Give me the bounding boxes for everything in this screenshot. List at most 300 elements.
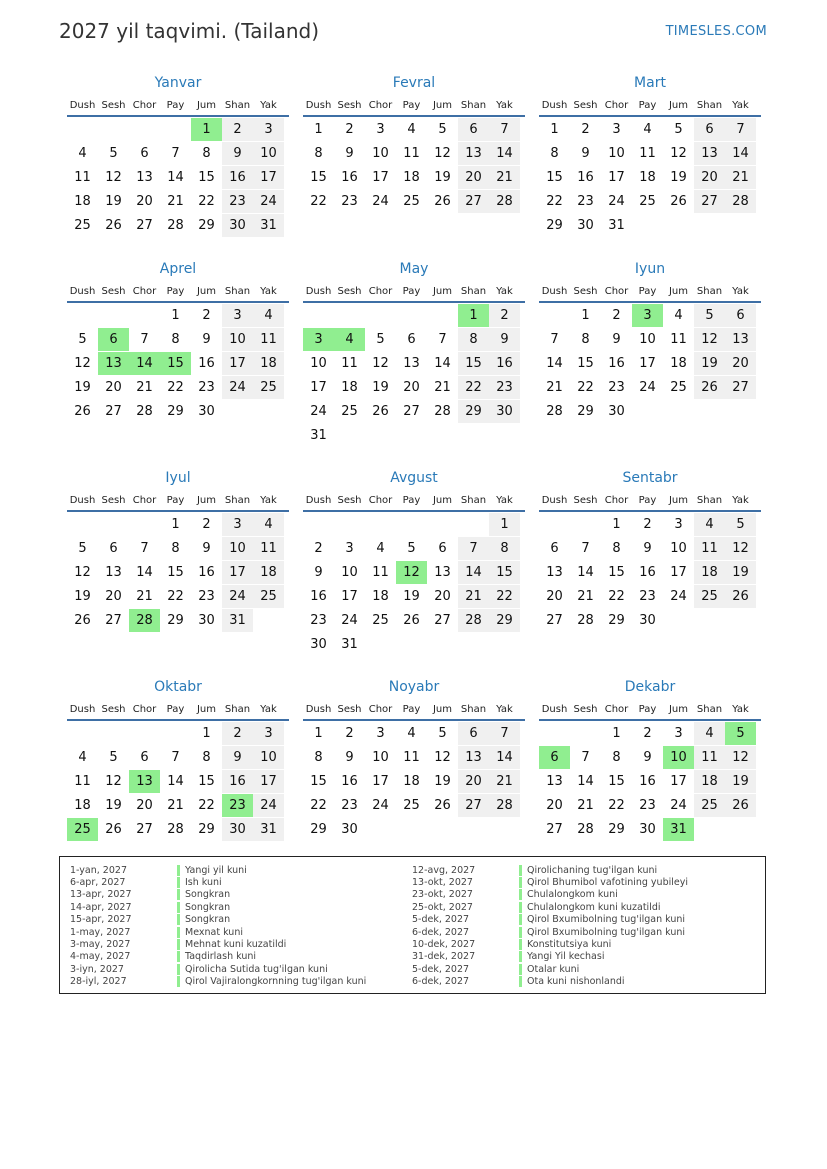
holiday-date: 23-okt, 2027 [412, 889, 473, 901]
week-row [539, 585, 761, 609]
day-cell: 28 [577, 612, 594, 628]
day-cell: 13 [434, 564, 451, 580]
day-cell: 19 [105, 193, 122, 209]
day-cell: 11 [694, 537, 725, 561]
empty-cell [632, 400, 663, 424]
day-cell: 3 [345, 540, 354, 556]
day-cell: 17 [608, 169, 625, 185]
day-cell: 16 [577, 169, 594, 185]
day-cell: 4 [253, 513, 284, 537]
day-cell: 9 [489, 328, 520, 352]
day-cell: 14 [546, 355, 563, 371]
day-cell: 19 [372, 379, 389, 395]
week-row [67, 609, 289, 633]
day-cell: 3 [612, 121, 621, 137]
weekday-label: Chor [368, 286, 393, 297]
day-cell: 23 [341, 193, 358, 209]
weekday-label: Dush [541, 704, 568, 715]
month-name: Iyun [634, 261, 666, 277]
day-cell: 2 [612, 307, 621, 323]
week-row [303, 513, 525, 537]
weekday-label: Jum [196, 286, 217, 297]
week-row [539, 400, 761, 424]
week-row [303, 722, 525, 746]
weekday-label: Yak [732, 704, 749, 715]
day-cell: 30 [198, 403, 215, 419]
weekday-label: Yak [732, 495, 749, 506]
week-row [539, 561, 761, 585]
weekday-label: Pay [166, 100, 185, 111]
day-cell: 23 [198, 588, 215, 604]
day-cell: 28 [489, 190, 520, 214]
holiday-marker [177, 889, 180, 900]
weekday-label: Dush [305, 286, 332, 297]
weekday-label: Jum [196, 704, 217, 715]
holidays-column-left [70, 864, 366, 988]
day-cell: 1 [171, 516, 180, 532]
weekday-label: Yak [496, 495, 513, 506]
weekday-label: Yak [260, 495, 277, 506]
day-cell: 4 [643, 121, 652, 137]
day-cell: 23 [489, 376, 520, 400]
week-row [539, 513, 761, 537]
month-sentabr [539, 468, 761, 632]
day-cell: 19 [74, 379, 91, 395]
holiday-marker [177, 976, 180, 987]
day-cell: 21 [577, 588, 594, 604]
day-cell: 19 [725, 770, 756, 794]
day-cell: 18 [694, 770, 725, 794]
week-row [67, 352, 289, 376]
weekday-header [539, 283, 761, 303]
day-cell: 5 [438, 121, 447, 137]
month-fevral [303, 73, 525, 213]
day-cell: 21 [136, 379, 153, 395]
day-cell: 5 [376, 331, 385, 347]
day-cell: 9 [202, 331, 211, 347]
day-cell: 27 [136, 821, 153, 837]
week-row [67, 746, 289, 770]
holiday-day-cell: 28 [129, 609, 160, 633]
day-cell: 30 [310, 636, 327, 652]
day-cell: 26 [74, 612, 91, 628]
week-row [67, 328, 289, 352]
empty-cell [334, 424, 365, 448]
month-yanvar [67, 73, 289, 237]
week-row [67, 770, 289, 794]
empty-cell [303, 513, 334, 537]
day-cell: 25 [74, 217, 91, 233]
empty-cell [663, 214, 694, 238]
holiday-row [70, 876, 366, 888]
weekday-label: Shan [460, 286, 487, 297]
day-cell: 13 [458, 746, 489, 770]
day-cell: 28 [546, 403, 563, 419]
weekday-label: Chor [604, 495, 629, 506]
week-row [303, 537, 525, 561]
weekday-header [67, 283, 289, 303]
holiday-date: 4-may, 2027 [70, 951, 131, 963]
day-cell: 12 [725, 537, 756, 561]
holiday-row [412, 864, 688, 876]
empty-cell [396, 304, 427, 328]
day-cell: 12 [105, 169, 122, 185]
day-cell: 4 [253, 304, 284, 328]
week-row [303, 609, 525, 633]
day-cell: 31 [222, 609, 253, 633]
holiday-row [412, 938, 688, 950]
holiday-name: Yangi Yil kechasi [527, 951, 605, 963]
day-cell: 18 [74, 193, 91, 209]
weekday-label: Jum [432, 495, 453, 506]
holiday-date: 12-avg, 2027 [412, 864, 476, 876]
day-cell: 6 [109, 540, 118, 556]
day-cell: 11 [74, 773, 91, 789]
day-cell: 11 [403, 749, 420, 765]
weekday-label: Dush [69, 495, 96, 506]
weekday-label: Shan [696, 495, 723, 506]
holiday-name: Songkran [185, 889, 231, 901]
weekday-label: Shan [460, 704, 487, 715]
day-cell: 20 [725, 352, 756, 376]
day-cell: 22 [489, 585, 520, 609]
weekday-label: Dush [305, 495, 332, 506]
weekday-label: Shan [224, 495, 251, 506]
month-dekabr [539, 677, 761, 841]
day-cell: 3 [253, 118, 284, 142]
holiday-marker [177, 951, 180, 962]
day-cell: 29 [546, 217, 563, 233]
day-cell: 14 [577, 564, 594, 580]
empty-cell [725, 609, 756, 633]
day-cell: 7 [140, 331, 149, 347]
week-row [67, 561, 289, 585]
day-cell: 5 [78, 331, 87, 347]
holiday-marker [177, 964, 180, 975]
day-cell: 22 [167, 588, 184, 604]
day-cell: 18 [403, 773, 420, 789]
week-row [303, 818, 525, 842]
day-cell: 24 [639, 379, 656, 395]
day-cell: 21 [167, 193, 184, 209]
day-cell: 15 [546, 169, 563, 185]
holiday-row [412, 976, 688, 988]
weekday-label: Shan [460, 495, 487, 506]
weekday-label: Chor [604, 286, 629, 297]
day-cell: 12 [74, 564, 91, 580]
empty-cell [67, 722, 98, 746]
weekday-header [67, 701, 289, 721]
month-name: May [399, 261, 429, 277]
weekday-label: Sesh [101, 286, 126, 297]
day-cell: 23 [639, 588, 656, 604]
day-cell: 5 [407, 540, 416, 556]
empty-cell [570, 722, 601, 746]
day-cell: 20 [546, 588, 563, 604]
day-cell: 23 [639, 797, 656, 813]
day-cell: 14 [577, 773, 594, 789]
day-cell: 3 [222, 304, 253, 328]
week-row [67, 585, 289, 609]
day-cell: 12 [434, 749, 451, 765]
empty-cell [694, 400, 725, 424]
day-cell: 9 [222, 746, 253, 770]
holiday-date: 6-dek, 2027 [412, 976, 470, 988]
month-name: Oktabr [154, 679, 202, 695]
weekday-label: Dush [69, 100, 96, 111]
holiday-marker [177, 877, 180, 888]
holiday-day-cell: 1 [458, 304, 489, 328]
empty-cell [427, 633, 458, 657]
weekday-label: Sesh [101, 495, 126, 506]
month-name: Yanvar [154, 75, 202, 91]
day-cell: 17 [341, 588, 358, 604]
holiday-marker [519, 914, 522, 925]
day-cell: 8 [171, 540, 180, 556]
day-cell: 5 [78, 540, 87, 556]
day-cell: 24 [670, 797, 687, 813]
weekday-label: Chor [368, 100, 393, 111]
holiday-row [412, 876, 688, 888]
day-cell: 22 [608, 797, 625, 813]
weekday-label: Pay [638, 100, 657, 111]
day-cell: 21 [458, 585, 489, 609]
day-cell: 18 [694, 561, 725, 585]
month-name: Aprel [159, 261, 197, 277]
day-cell: 15 [608, 564, 625, 580]
weekday-label: Sesh [337, 704, 362, 715]
day-cell: 19 [434, 169, 451, 185]
day-cell: 27 [403, 403, 420, 419]
day-cell: 25 [694, 794, 725, 818]
day-cell: 7 [458, 537, 489, 561]
day-cell: 17 [310, 379, 327, 395]
weekday-label: Chor [368, 495, 393, 506]
day-cell: 8 [314, 749, 323, 765]
day-cell: 13 [458, 142, 489, 166]
weekday-label: Yak [496, 704, 513, 715]
page-title: 2027 yil taqvimi. (Tailand) [59, 19, 320, 43]
day-cell: 20 [546, 797, 563, 813]
weekday-label: Pay [166, 704, 185, 715]
day-cell: 4 [674, 307, 683, 323]
empty-cell [365, 424, 396, 448]
weekday-label: Pay [638, 495, 657, 506]
day-cell: 26 [434, 797, 451, 813]
week-row [539, 166, 761, 190]
day-cell: 8 [489, 537, 520, 561]
day-cell: 29 [198, 821, 215, 837]
week-row [539, 328, 761, 352]
week-row [303, 424, 525, 448]
day-cell: 15 [167, 564, 184, 580]
week-row [539, 722, 761, 746]
month-iyul [67, 468, 289, 632]
day-cell: 9 [222, 142, 253, 166]
week-row [303, 585, 525, 609]
day-cell: 5 [694, 304, 725, 328]
day-cell: 4 [407, 725, 416, 741]
day-cell: 28 [167, 217, 184, 233]
day-cell: 29 [458, 400, 489, 424]
holiday-marker [177, 927, 180, 938]
weekday-label: Dush [541, 286, 568, 297]
weekday-label: Shan [224, 286, 251, 297]
day-cell: 4 [694, 722, 725, 746]
day-cell: 26 [403, 612, 420, 628]
empty-cell [98, 118, 129, 142]
holiday-day-cell: 1 [191, 118, 222, 142]
holiday-day-cell: 6 [98, 328, 129, 352]
empty-cell [160, 722, 191, 746]
day-cell: 22 [198, 797, 215, 813]
weekday-label: Sesh [573, 495, 598, 506]
day-cell: 6 [407, 331, 416, 347]
day-cell: 17 [372, 773, 389, 789]
week-row [539, 818, 761, 842]
day-cell: 18 [639, 169, 656, 185]
empty-cell [427, 818, 458, 842]
holiday-marker [177, 902, 180, 913]
month-noyabr [303, 677, 525, 841]
week-row [539, 304, 761, 328]
holiday-name: Yangi yil kuni [185, 864, 247, 876]
day-cell: 18 [341, 379, 358, 395]
day-cell: 2 [581, 121, 590, 137]
empty-cell [129, 722, 160, 746]
day-cell: 16 [198, 355, 215, 371]
empty-cell [365, 633, 396, 657]
empty-cell [396, 633, 427, 657]
holiday-name: Qirol Vajiralongkornning tug'ilgan kuni [185, 976, 367, 988]
day-cell: 24 [372, 797, 389, 813]
holiday-name: Songkran [185, 914, 231, 926]
day-cell: 11 [694, 746, 725, 770]
empty-cell [67, 513, 98, 537]
day-cell: 29 [198, 217, 215, 233]
day-cell: 25 [670, 379, 687, 395]
day-cell: 20 [694, 166, 725, 190]
day-cell: 24 [253, 190, 284, 214]
empty-cell [396, 513, 427, 537]
day-cell: 1 [489, 513, 520, 537]
day-cell: 2 [643, 516, 652, 532]
holiday-name: Ish kuni [185, 877, 222, 889]
day-cell: 14 [489, 746, 520, 770]
empty-cell [365, 818, 396, 842]
month-may [303, 259, 525, 448]
holiday-date: 6-dek, 2027 [412, 926, 470, 938]
holiday-name: Otalar kuni [527, 963, 580, 975]
day-cell: 20 [403, 379, 420, 395]
holiday-row [412, 963, 688, 975]
holiday-row [70, 864, 366, 876]
weekday-label: Yak [260, 704, 277, 715]
day-cell: 3 [222, 513, 253, 537]
empty-cell [663, 400, 694, 424]
day-cell: 26 [74, 403, 91, 419]
day-cell: 21 [577, 797, 594, 813]
day-cell: 2 [222, 722, 253, 746]
day-cell: 18 [670, 355, 687, 371]
holiday-day-cell: 13 [129, 770, 160, 794]
holiday-date: 13-apr, 2027 [70, 889, 132, 901]
day-cell: 23 [310, 612, 327, 628]
empty-cell [694, 214, 725, 238]
week-row [67, 214, 289, 238]
day-cell: 14 [167, 773, 184, 789]
weekday-header [303, 283, 525, 303]
day-cell: 29 [167, 612, 184, 628]
holiday-date: 3-may, 2027 [70, 939, 131, 951]
day-cell: 6 [550, 540, 559, 556]
week-row [539, 770, 761, 794]
day-cell: 10 [372, 145, 389, 161]
day-cell: 23 [608, 379, 625, 395]
holiday-name: Qirolichaning tug'ilgan kuni [527, 864, 658, 876]
day-cell: 22 [577, 379, 594, 395]
holiday-marker [519, 951, 522, 962]
day-cell: 26 [694, 376, 725, 400]
day-cell: 7 [581, 540, 590, 556]
empty-cell [458, 424, 489, 448]
holiday-date: 6-apr, 2027 [70, 877, 126, 889]
holiday-name: Qirol Bxumibolning tug'ilgan kuni [527, 926, 686, 938]
weekday-label: Chor [132, 495, 157, 506]
empty-cell [458, 818, 489, 842]
day-cell: 10 [372, 749, 389, 765]
holiday-day-cell: 31 [663, 818, 694, 842]
weekday-label: Chor [132, 100, 157, 111]
day-cell: 8 [550, 145, 559, 161]
day-cell: 21 [167, 797, 184, 813]
day-cell: 16 [310, 588, 327, 604]
day-cell: 13 [136, 169, 153, 185]
day-cell: 8 [171, 331, 180, 347]
week-row [67, 400, 289, 424]
empty-cell [365, 304, 396, 328]
holiday-day-cell: 10 [663, 746, 694, 770]
day-cell: 27 [546, 612, 563, 628]
day-cell: 28 [725, 190, 756, 214]
empty-cell [427, 513, 458, 537]
day-cell: 22 [198, 193, 215, 209]
holiday-marker [519, 889, 522, 900]
empty-cell [725, 818, 756, 842]
weekday-label: Chor [604, 704, 629, 715]
day-cell: 16 [608, 355, 625, 371]
day-cell: 21 [546, 379, 563, 395]
day-cell: 12 [670, 145, 687, 161]
day-cell: 16 [341, 169, 358, 185]
day-cell: 13 [403, 355, 420, 371]
day-cell: 15 [198, 169, 215, 185]
brand-link[interactable]: TIMESLES.COM [665, 24, 767, 39]
day-cell: 1 [612, 516, 621, 532]
day-cell: 19 [670, 169, 687, 185]
day-cell: 12 [694, 328, 725, 352]
weekday-label: Sesh [337, 495, 362, 506]
day-cell: 12 [372, 355, 389, 371]
week-row [303, 304, 525, 328]
day-cell: 29 [608, 612, 625, 628]
holiday-date: 1-yan, 2027 [70, 864, 127, 876]
day-cell: 27 [434, 612, 451, 628]
holiday-day-cell: 13 [98, 352, 129, 376]
day-cell: 25 [253, 376, 284, 400]
day-cell: 3 [376, 121, 385, 137]
day-cell: 12 [105, 773, 122, 789]
